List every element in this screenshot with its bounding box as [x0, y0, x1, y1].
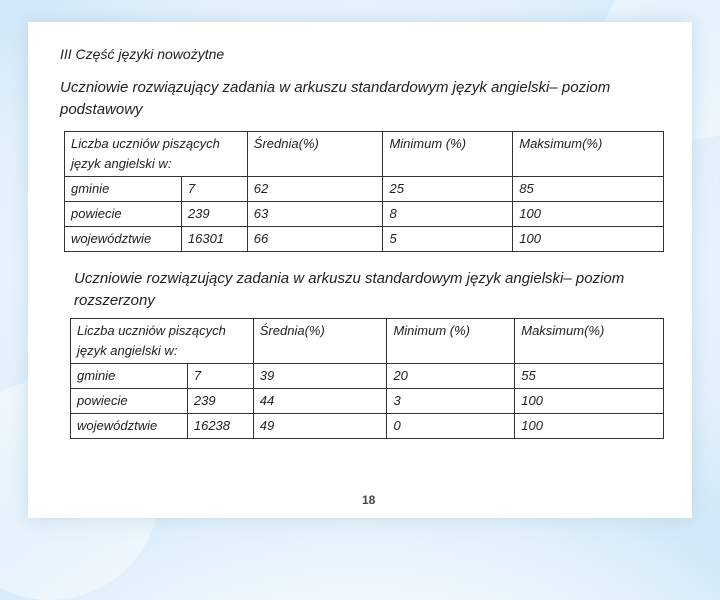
cell-average: 49 [253, 414, 387, 439]
cell-average: 66 [247, 227, 383, 252]
cell-average: 39 [253, 364, 387, 389]
cell-region: powiecie [65, 202, 182, 227]
cell-average: 63 [247, 202, 383, 227]
table-row [65, 177, 664, 202]
cell-count: 239 [187, 389, 253, 414]
table-header-row [65, 132, 664, 177]
table2-caption: Uczniowie rozwiązujący zadania w arkuszu standardowym język angielski– poziom rozszerzony [74, 270, 625, 309]
table-row [65, 202, 664, 227]
cell-count: 7 [181, 177, 247, 202]
cell-average: 44 [253, 389, 387, 414]
table-row [71, 389, 664, 414]
cell-maximum: 100 [515, 414, 664, 439]
cell-region: województwie [71, 414, 188, 439]
cell-minimum: 25 [383, 177, 513, 202]
cell-region: gminie [65, 177, 182, 202]
cell-count: 16238 [187, 414, 253, 439]
header-student-count: Liczba uczniów piszących język angielski w: [71, 319, 254, 364]
table-row [71, 364, 664, 389]
cell-region: powiecie [71, 389, 188, 414]
cell-minimum: 5 [383, 227, 513, 252]
cell-maximum: 55 [515, 364, 664, 389]
cell-maximum: 85 [513, 177, 664, 202]
header-average: Średnia(%) [253, 319, 387, 364]
section-title: III Część języki nowożytne [60, 46, 225, 62]
header-student-count: Liczba uczniów piszących język angielski w: [65, 132, 248, 177]
cell-count: 16301 [181, 227, 247, 252]
table-row [65, 227, 664, 252]
cell-maximum: 100 [515, 389, 664, 414]
cell-minimum: 0 [387, 414, 515, 439]
cell-count: 7 [187, 364, 253, 389]
cell-maximum: 100 [513, 202, 664, 227]
cell-minimum: 3 [387, 389, 515, 414]
cell-count: 239 [181, 202, 247, 227]
header-minimum: Minimum (%) [387, 319, 515, 364]
header-minimum: Minimum (%) [383, 132, 513, 177]
header-maximum: Maksimum(%) [513, 132, 664, 177]
cell-minimum: 20 [387, 364, 515, 389]
cell-region: gminie [71, 364, 188, 389]
table1-caption: Uczniowie rozwiązujący zadania w arkuszu standardowym język angielski– poziom podstawowy [60, 79, 611, 118]
header-average: Średnia(%) [247, 132, 383, 177]
table-header-row [71, 319, 664, 364]
header-maximum: Maksimum(%) [515, 319, 664, 364]
results-table-basic [64, 131, 664, 252]
table-row [71, 414, 664, 439]
cell-average: 62 [247, 177, 383, 202]
cell-minimum: 8 [383, 202, 513, 227]
page-number: 18 [362, 493, 376, 507]
cell-region: województwie [65, 227, 182, 252]
cell-maximum: 100 [513, 227, 664, 252]
results-table-extended [70, 318, 664, 439]
